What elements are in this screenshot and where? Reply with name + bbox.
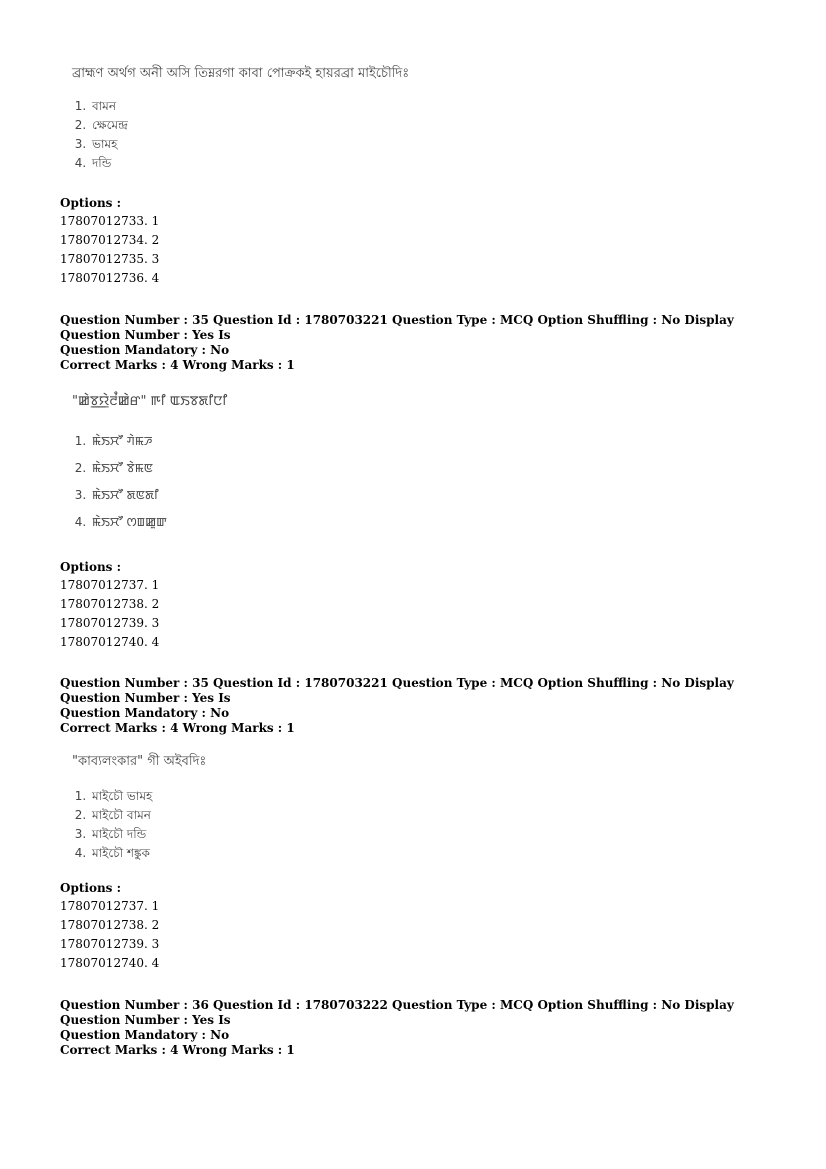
choice-item: 4. ꯃꯥꯏꯆꯧ ꯁꯡꯀꯨꯛ: [90, 509, 492, 536]
option-item: 17807012739. 3: [60, 616, 160, 630]
choice-item: 3. মাইচৌ দন্ডি: [90, 825, 492, 844]
question-text: "ꯀꯥꯕ꯭ꯌꯥꯂꯪꯀꯥꯔ" ꯒꯤ ꯑꯏꯕꯗꯤꯅꯤ: [72, 394, 228, 409]
options-block-3: [60, 881, 760, 973]
choice-item: 3. ꯃꯥꯏꯆꯧ ꯗꯟꯗꯤ: [90, 482, 492, 509]
option-item: 17807012736. 4: [60, 271, 160, 285]
choice-list: [72, 428, 492, 536]
choice-item: 2. মাইচৌ বামন: [90, 806, 492, 825]
choice-item: 1. মাইচৌ ভামহ: [90, 787, 492, 806]
options-block-1: [60, 196, 760, 288]
option-item: 17807012735. 3: [60, 252, 160, 266]
question-image-2: [72, 392, 492, 536]
question-meta-3: [60, 676, 760, 736]
choice-item: 1. ꯃꯥꯏꯆꯧ ꯚꯥꯃꯍ: [90, 428, 492, 455]
question-meta-line: Question Number : 36 Question Id : 1780703222 Question Type : MCQ Option Shuffling : No Display Question Number : Yes Is: [60, 998, 734, 1027]
option-item: 17807012737. 1: [60, 899, 160, 913]
question-meta-line: Question Mandatory : No: [60, 1028, 230, 1042]
question-meta-4: [60, 998, 760, 1058]
choice-list: [72, 97, 492, 173]
choice-item: 3. ভামহ: [90, 135, 492, 154]
option-item: 17807012740. 4: [60, 956, 160, 970]
choice-item: 4. মাইচৌ শঙ্কুক: [90, 844, 492, 863]
question-image-1: [72, 64, 492, 173]
option-item: 17807012739. 3: [60, 937, 160, 951]
question-meta-line: Question Mandatory : No: [60, 706, 230, 720]
option-item: 17807012733. 1: [60, 214, 160, 228]
marks-line: Correct Marks : 4 Wrong Marks : 1: [60, 721, 295, 735]
choice-item: 1. বামন: [90, 97, 492, 116]
question-meta-line: Question Mandatory : No: [60, 343, 230, 357]
option-item: 17807012737. 1: [60, 578, 160, 592]
question-image-3: [72, 752, 492, 863]
question-text: ব্রাহ্মণ অর্থগ অনী অসি তিম্নরগা কাবা পোক্রকই হায়রব্রা মাইচৌদিঃ: [72, 66, 410, 81]
option-item: 17807012734. 2: [60, 233, 160, 247]
choice-list: [72, 787, 492, 863]
options-block-2: [60, 560, 760, 652]
option-item: 17807012740. 4: [60, 635, 160, 649]
choice-item: 2. ꯃꯥꯏꯆꯧ ꯕꯥꯃꯟ: [90, 455, 492, 482]
choice-item: 2. ক্ষেমেন্দ্র: [90, 116, 492, 135]
question-meta-line: Question Number : 35 Question Id : 1780703221 Question Type : MCQ Option Shuffling : No Display Question Number : Yes Is: [60, 676, 734, 705]
question-meta-2: [60, 313, 760, 373]
choice-item: 4. দন্ডি: [90, 154, 492, 173]
options-label: Options :: [60, 196, 122, 210]
question-meta-line: Question Number : 35 Question Id : 1780703221 Question Type : MCQ Option Shuffling : No Display Question Number : Yes Is: [60, 313, 734, 342]
marks-line: Correct Marks : 4 Wrong Marks : 1: [60, 358, 295, 372]
option-item: 17807012738. 2: [60, 918, 160, 932]
options-label: Options :: [60, 881, 122, 895]
option-item: 17807012738. 2: [60, 597, 160, 611]
options-label: Options :: [60, 560, 122, 574]
question-text: "কাব্যলংকার" গী অইবদিঃ: [72, 754, 207, 769]
marks-line: Correct Marks : 4 Wrong Marks : 1: [60, 1043, 295, 1057]
